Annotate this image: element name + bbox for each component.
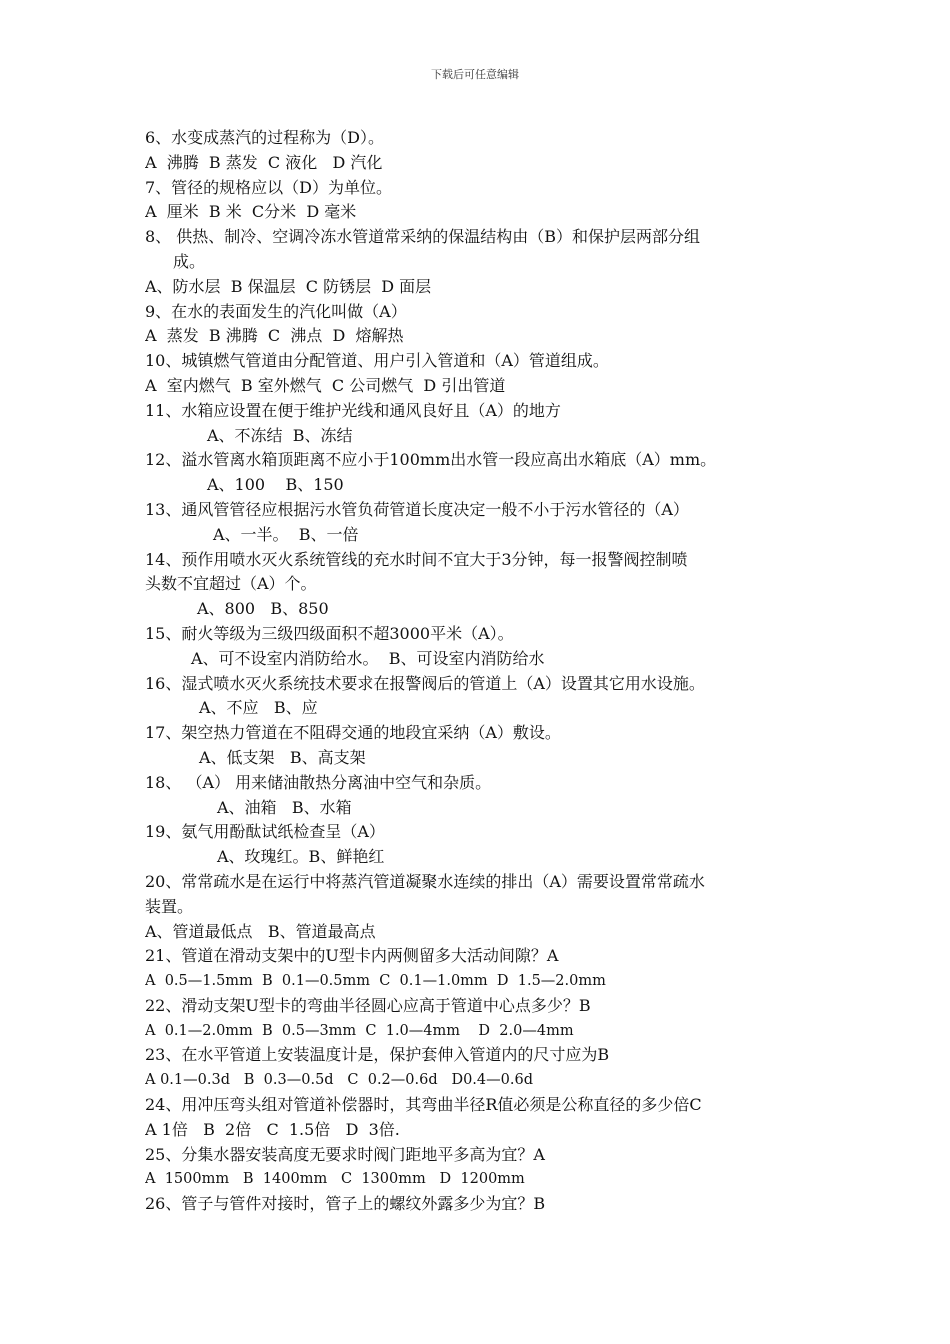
text-line: 6、水变成蒸汽的过程称为（D）。 <box>145 128 385 147</box>
text-line: 7、管径的规格应以（D）为单位。 <box>145 177 393 197</box>
text-line: 装置。 <box>145 896 194 916</box>
text-line: A 蒸发 B 沸腾 C 沸点 D 熔解热 <box>145 326 404 346</box>
text-line: 14、预作用喷水灭火系统管线的充水时间不宜大于3分钟，每一报警阀控制喷 <box>145 549 688 569</box>
text-line: 20、常常疏水是在运行中将蒸汽管道凝聚水连续的排出（A）需要设置常常疏水 <box>145 871 705 891</box>
text-line: A 1500mm B 1400mm C 1300mm D 1200mm <box>145 1171 525 1188</box>
text-line: A 0.1—0.3d B 0.3—0.5d C 0.2—0.6d D0.4—0.6d <box>145 1072 533 1089</box>
text-line: 23、在水平管道上安装温度计是，保护套伸入管道内的尺寸应为B <box>145 1045 610 1065</box>
text-line: A 沸腾 B 蒸发 C 液化 D 汽化 <box>145 152 383 172</box>
text-line: A、100 B、150 <box>207 475 344 495</box>
text-line: 成。 <box>173 251 206 271</box>
text-line: 头数不宜超过（A）个。 <box>145 574 317 594</box>
text-line: A、一半。 B、一倍 <box>213 524 359 544</box>
text-line: 17、架空热力管道在不阻碍交通的地段宜采纳（A）敷设。 <box>145 723 561 743</box>
text-line: 18、 （A） 用来储油散热分离油中空气和杂质。 <box>145 772 492 792</box>
text-line: A 0.1—2.0mm B 0.5—3mm C 1.0—4mm D 2.0—4mm <box>145 1022 574 1039</box>
text-line: 24、用冲压弯头组对管道补偿器时，其弯曲半径R值必须是公称直径的多少倍C <box>145 1095 702 1115</box>
text-line: A、不冻结 B、冻结 <box>207 425 353 445</box>
text-line: 22、滑动支架U型卡的弯曲半径圆心应高于管道中心点多少？B <box>145 995 591 1015</box>
text-line: 10、城镇燃气管道由分配管道、用户引入管道和（A）管道组成。 <box>145 351 609 371</box>
text-line: A 室内燃气 B 室外燃气 C 公司燃气 D 引出管道 <box>145 375 506 395</box>
text-line: A、油箱 B、水箱 <box>217 797 352 817</box>
text-line: A 厘米 B 米 C分米 D 毫米 <box>145 202 357 222</box>
text-line: A、玫瑰红。B、鲜艳红 <box>217 847 385 867</box>
text-line: 25、分集水器安装高度无要求时阀门距地平多高为宜？A <box>145 1144 545 1164</box>
text-line: A、防水层 B 保温层 C 防锈层 D 面层 <box>145 276 432 296</box>
text-line: 19、氨气用酚酞试纸检查呈（A） <box>145 822 385 842</box>
text-line: A、800 B、850 <box>197 599 329 619</box>
page-header-note: 下载后可任意编辑 <box>431 68 519 81</box>
text-line: 13、通风管管径应根据污水管负荷管道长度决定一般不小于污水管径的（A） <box>145 499 689 519</box>
text-line: 8、 供热、制冷、空调冷冻水管道常采纳的保温结构由（B）和保护层两部分组 <box>145 227 701 247</box>
text-line: A、低支架 B、高支架 <box>199 747 366 767</box>
text-line: 15、耐火等级为三级四级面积不超3000平米（A）。 <box>145 623 514 643</box>
text-line: A、不应 B、应 <box>199 698 318 718</box>
text-line: A、管道最低点 B、管道最高点 <box>145 921 376 941</box>
text-line: 12、溢水管离水箱顶距离不应小于100mm出水管一段应高出水箱底（A）mm。 <box>145 450 717 470</box>
question-list <box>145 126 810 1217</box>
text-line: A 0.5—1.5mm B 0.1—0.5mm C 0.1—1.0mm D 1.5—2.0mm <box>145 973 606 990</box>
text-line: 26、管子与管件对接时，管子上的螺纹外露多少为宜？B <box>145 1194 546 1214</box>
text-line: 9、在水的表面发生的汽化叫做（A） <box>145 301 407 321</box>
text-line: A 1倍 B 2倍 C 1.5倍 D 3倍. <box>145 1119 400 1139</box>
text-line: 16、湿式喷水灭火系统技术要求在报警阀后的管道上（A）设置其它用水设施。 <box>145 673 705 693</box>
text-line: A、可不设室内消防给水。 B、可设室内消防给水 <box>191 648 545 668</box>
text-line: 21、管道在滑动支架中的U型卡内两侧留多大活动间隙？A <box>145 946 559 966</box>
text-line: 11、水箱应设置在便于维护光线和通风良好且（A）的地方 <box>145 400 561 420</box>
